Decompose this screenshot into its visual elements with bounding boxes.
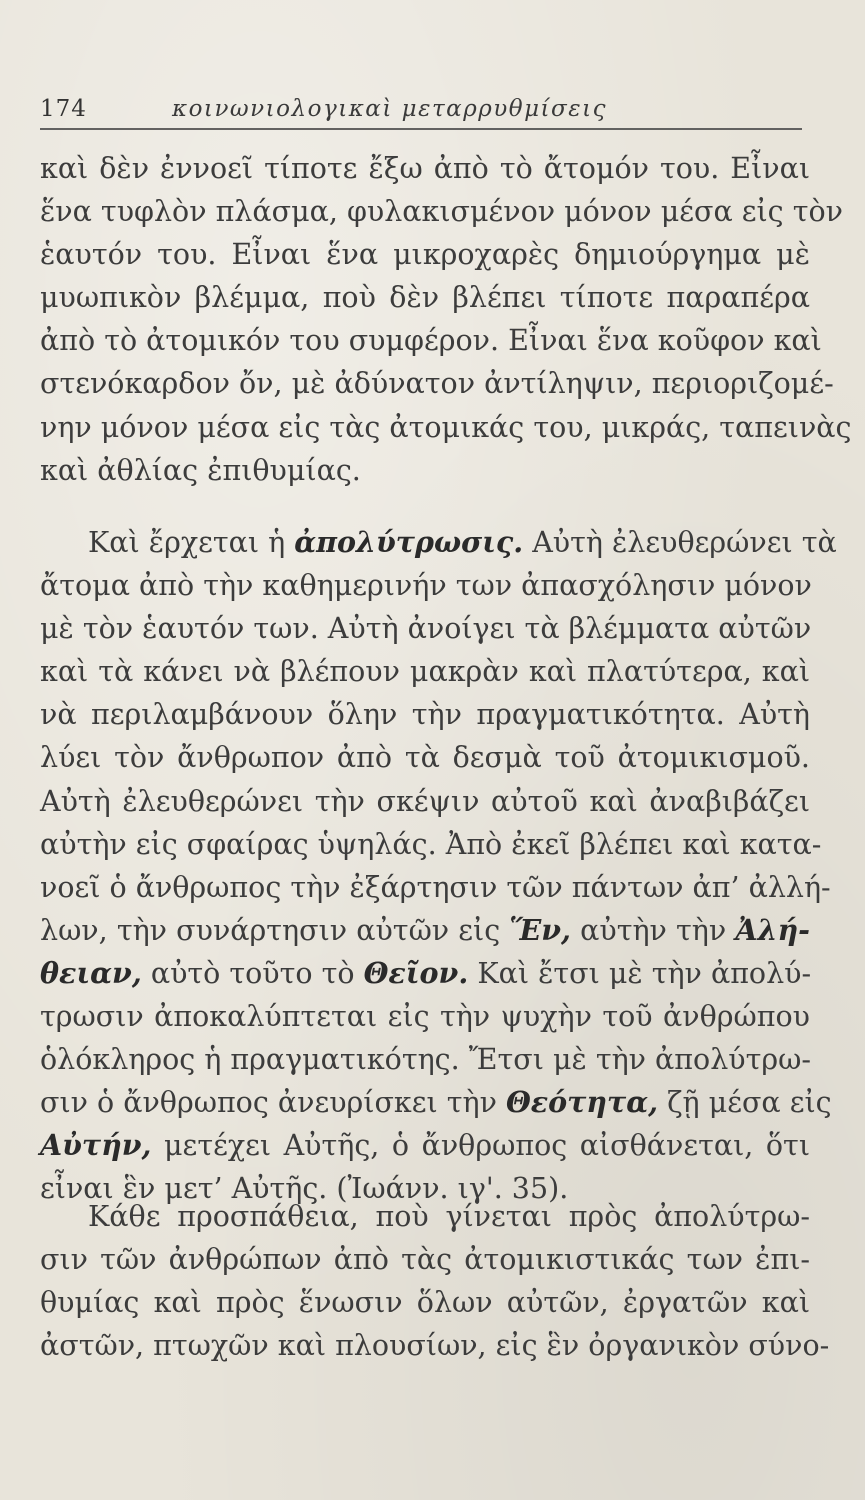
text-run: αὐτὴν τὴν: [570, 913, 736, 947]
paragraph-2: [40, 521, 837, 1211]
emphasis-theion: Θεῖον.: [363, 955, 469, 990]
text-line: ἀστῶν, πτωχῶν καὶ πλουσίων, εἰς ἓν ὀργανικὸν σύνο-: [40, 1329, 830, 1363]
text-line: μυωπικὸν βλέμμα, ποὺ δὲν βλέπει τίποτε παραπέρα: [40, 281, 810, 315]
page-number: 174: [40, 96, 87, 122]
text-line: Αὐτὴ ἐλευθερώνει τὴν σκέψιν αὐτοῦ καὶ ἀναβιβάζει: [40, 784, 810, 818]
page-header: [40, 96, 800, 128]
emphasis-apolytrosis: ἀπολύτρωσις.: [294, 525, 524, 559]
text-run: ζῇ μέσα εἰς: [658, 1086, 832, 1120]
text-run: αὐτὸ τοῦτο τὸ: [141, 956, 364, 990]
text-line: ἕνα τυφλὸν πλάσμα, φυλακισμένον μόνον μέσα εἰς τὸν: [40, 195, 843, 229]
text-run: Καὶ ἔτσι μὲ τὴν ἀπολύ-: [468, 956, 812, 990]
text-line: καὶ τὰ κάνει νὰ βλέπουν μακρὰν καὶ πλατύτερα, καὶ: [40, 655, 810, 689]
text-line: [40, 1081, 832, 1124]
text-line: αὐτὴν εἰς σφαίρας ὑψηλάς. Ἀπὸ ἐκεῖ βλέπει καὶ κατα-: [40, 827, 822, 861]
text-run: Αὐτὴ ἐλευθερώνει τὰ: [523, 526, 837, 559]
emphasis-aletheia-end: θειαν,: [40, 955, 142, 990]
text-line: στενόκαρδον ὄν, μὲ ἀδύνατον ἀντίληψιν, περιοριζομέ-: [40, 367, 834, 401]
text-line: εἶναι ἓν μετ’ Αὐτῆς. (Ἰωάνν. ιγ'. 35).: [40, 1172, 569, 1206]
text-line: Κάθε προσπάθεια, ποὺ γίνεται πρὸς ἀπολύτρω-: [88, 1200, 810, 1233]
text-line: σιν τῶν ἀνθρώπων ἀπὸ τὰς ἀτομικιστικάς των ἐπι-: [40, 1243, 810, 1277]
paragraph-1: [40, 147, 852, 492]
text-line: ἄτομα ἀπὸ τὴν καθημερινήν των ἀπασχόλησιν μόνον: [40, 569, 812, 603]
text-line: [40, 1124, 810, 1167]
text-run: Καὶ ἔρχεται ἡ: [88, 526, 295, 559]
text-run: σιν ὁ ἄνθρωπος ἀνευρίσκει τὴν: [40, 1086, 506, 1120]
text-line: θυμίας καὶ πρὸς ἕνωσιν ὅλων αὐτῶν, ἐργατῶν καὶ: [40, 1286, 810, 1320]
text-line: νην μόνον μέσα εἰς τὰς ἀτομικάς του, μικράς, ταπεινὰς: [40, 410, 852, 444]
text-line: νὰ περιλαμβάνουν ὅλην τὴν πραγματικότητα. Αὐτὴ: [40, 698, 810, 732]
emphasis-en: Ἕν,: [509, 912, 571, 947]
text-line: τρωσιν ἀποκαλύπτεται εἰς τὴν ψυχὴν τοῦ ἀνθρώπου: [40, 1000, 810, 1034]
emphasis-auten: Αὐτήν,: [40, 1128, 152, 1163]
text-run: λων, τὴν συνάρτησιν αὐτῶν εἰς: [40, 913, 510, 947]
text-line: [40, 952, 810, 995]
text-line: καὶ δὲν ἐννοεῖ τίποτε ἔξω ἀπὸ τὸ ἄτομόν του. Εἶναι: [40, 152, 810, 185]
text-line: [40, 521, 837, 564]
text-line: μὲ τὸν ἑαυτόν των. Αὐτὴ ἀνοίγει τὰ βλέμματα αὐτῶν: [40, 612, 812, 646]
text-line: λύει τὸν ἄνθρωπον ἀπὸ τὰ δεσμὰ τοῦ ἀτομικισμοῦ.: [40, 741, 810, 775]
text-line: ἑαυτόν του. Εἶναι ἕνα μικροχαρὲς δημιούργημα μὲ: [40, 238, 810, 272]
paragraph-3: [40, 1195, 830, 1367]
text-line: [40, 909, 810, 952]
text-line: νοεῖ ὁ ἄνθρωπος τὴν ἐξάρτησιν τῶν πάντων ἀπ’ ἀλλή-: [40, 870, 831, 904]
emphasis-theotita: Θεότητα,: [505, 1085, 659, 1120]
text-run: μετέχει Αὐτῆς, ὁ ἄνθρωπος αἰσθάνεται, ὅτι: [151, 1129, 810, 1163]
running-title: κοινωνιολογικαὶ μεταρρυθμίσεις: [172, 96, 607, 122]
text-line: ὁλόκληρος ἡ πραγματικότης. Ἔτσι μὲ τὴν ἀπολύτρω-: [40, 1043, 811, 1077]
emphasis-aletheia: Ἀλή-: [735, 912, 811, 947]
text-line: καὶ ἀθλίας ἐπιθυμίας.: [40, 453, 361, 487]
text-line: ἀπὸ τὸ ἀτομικόν του συμφέρον. Εἶναι ἕνα κοῦφον καὶ: [40, 324, 822, 358]
header-rule: [40, 128, 802, 130]
